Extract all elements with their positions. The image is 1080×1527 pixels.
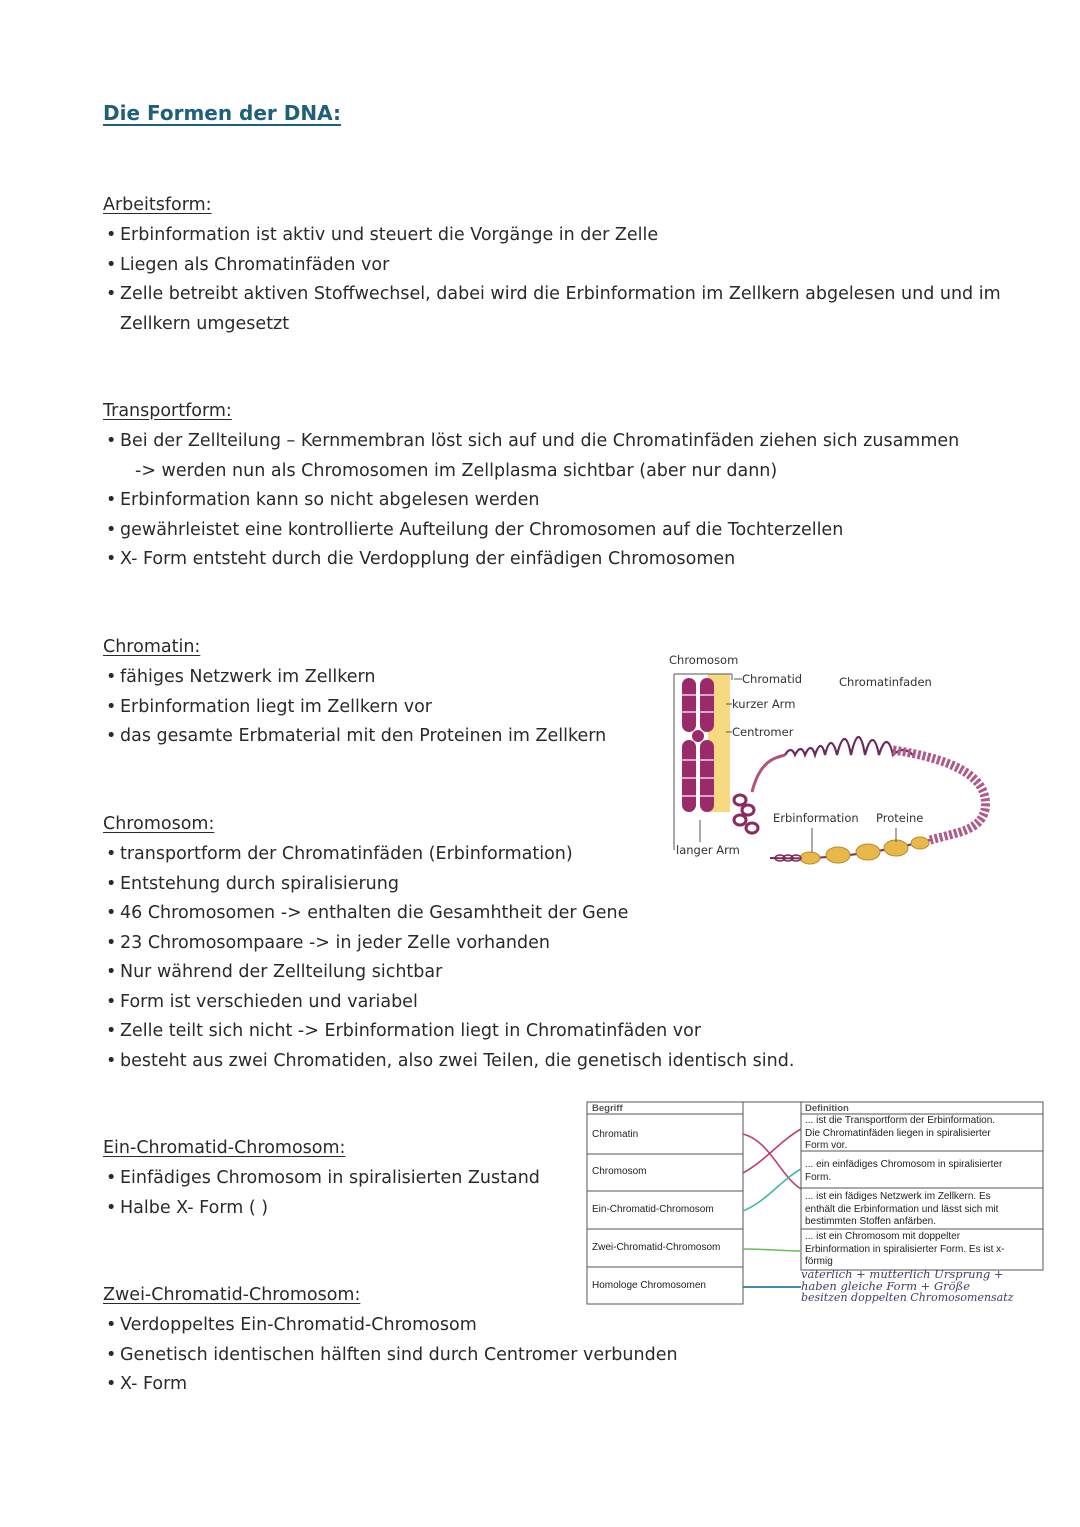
list-item: • Zelle betreibt aktiven Stoffwechsel, dabei wird die Erbinformation im Zellkern abgelesen und und im [103,280,1001,310]
list-item: • Genetisch identischen hälften sind durch Centromer verbunden [103,1341,678,1371]
list-item: • Bei der Zellteilung – Kernmembran löst sich auf und die Chromatinfäden ziehen sich zusammen [103,427,959,457]
list-item: • X- Form [103,1370,678,1400]
section-heading-chromosom: Chromosom: [103,814,215,834]
list-item: • 46 Chromosomen -> enthalten die Gesamhtheit der Gene [103,899,794,929]
section-heading-zwei-chromatid: Zwei-Chromatid-Chromosom: [103,1285,361,1305]
list-item: • Zelle teilt sich nicht -> Erbinformation liegt in Chromatinfäden vor [103,1017,794,1047]
list-item: • Halbe X- Form ( ) [103,1194,540,1224]
definition-line: Die Chromatinfäden liegen in spiralisierter [805,1127,991,1139]
list-item: • Erbinformation liegt im Zellkern vor [103,693,606,723]
list-item-continuation: -> werden nun als Chromosomen im Zellplasma sichtbar (aber nur dann) [135,460,778,481]
list-item: • Einfädiges Chromosom in spiralisierten Zustand [103,1164,540,1194]
list-item-continuation: Zellkern umgesetzt [120,313,290,334]
list-zwei-chromatid [103,1311,678,1400]
diagram-label-kurzer-arm: kurzer Arm [732,697,796,711]
definition-line: ... ist ein Chromosom mit doppelter [805,1231,961,1242]
matching-term: Homologe Chromosomen [592,1280,706,1291]
connector-line [743,1169,801,1211]
definition-line: Form. [805,1171,832,1183]
list-chromosom [103,840,794,1076]
list-item: • Nur während der Zellteilung sichtbar [103,958,794,988]
connector-line [743,1129,801,1173]
diagram-label-centromer: Centromer [732,725,794,739]
diagram-label-langer-arm: langer Arm [676,843,740,857]
definition-line: förmig [805,1256,833,1267]
section-heading-chromatin: Chromatin: [103,637,201,657]
diagram-label-chromatinfaden: Chromatinfaden [839,675,932,689]
matching-term: Chromosom [592,1166,647,1177]
page-title: Die Formen der DNA: [103,101,341,125]
matching-definition [805,1191,998,1229]
connector-line [743,1249,801,1251]
definition-line: ... ist ein fädiges Netzwerk im Zellkern. Es [805,1191,991,1202]
list-item: • Form ist verschieden und variabel [103,988,794,1018]
list-chromatin [103,663,606,752]
matching-definition [805,1231,1005,1269]
definition-line: enthält die Erbinformation und lässt sich mit [805,1203,999,1215]
list-transportform [103,427,959,575]
matching-term: Zwei-Chromatid-Chromosom [592,1242,721,1253]
matching-table [585,1101,1045,1306]
list-item: • Erbinformation kann so nicht abgelesen werden [103,486,959,516]
handwritten-note: besitzen doppelten Chromosomensatz [801,1291,1014,1304]
list-item: • fähiges Netzwerk im Zellkern [103,663,606,693]
list-item: • besteht aus zwei Chromatiden, also zwei Teilen, die genetisch identisch sind. [103,1047,794,1077]
diagram-label-chromatid: Chromatid [742,672,803,686]
list-arbeitsform [103,221,1001,339]
matching-table-header-definition: Definition [805,1103,849,1114]
handwritten-note: haben gleiche Form + Größe [801,1279,971,1293]
definition-line: ... ein einfädiges Chromosom in spiralisierter [805,1159,1003,1170]
matching-table-header-term: Begriff [592,1103,623,1114]
list-item: • gewährleistet eine kontrollierte Aufteilung der Chromosomen auf die Tochterzellen [103,516,959,546]
section-heading-arbeitsform: Arbeitsform: [103,195,212,215]
list-item: • transportform der Chromatinfäden (Erbinformation) [103,840,794,870]
list-item: • X- Form entsteht durch die Verdopplung der einfädigen Chromosomen [103,545,959,575]
handwritten-note: väterlich + mütterlich Ursprung + [801,1267,1004,1281]
list-item: • Erbinformation ist aktiv und steuert die Vorgänge in der Zelle [103,221,1001,251]
section-heading-ein-chromatid: Ein-Chromatid-Chromosom: [103,1138,346,1158]
list-item: • Entstehung durch spiralisierung [103,870,794,900]
matching-definition [805,1115,995,1153]
connector-line [743,1134,801,1189]
matching-term: Ein-Chromatid-Chromosom [592,1204,714,1215]
diagram-label-proteine: Proteine [876,811,924,825]
diagram-label-erbinformation: Erbinformation [773,811,859,825]
list-item: • Verdoppeltes Ein-Chromatid-Chromosom [103,1311,678,1341]
list-item: • 23 Chromosompaare -> in jeder Zelle vorhanden [103,929,794,959]
definition-line: Erbinformation in spiralisierter Form. Es ist x- [805,1243,1005,1255]
section-heading-transportform: Transportform: [103,401,232,421]
list-item: • das gesamte Erbmaterial mit den Proteinen im Zellkern [103,722,606,752]
list-ein-chromatid [103,1164,540,1223]
diagram-label-chromosom: Chromosom [669,653,739,667]
definition-line: Form vor. [805,1140,848,1151]
matching-definition [805,1159,1002,1184]
definition-line: bestimmten Stoffen anfärben. [805,1216,937,1227]
definition-line: ... ist die Transportform der Erbinformation. [805,1115,996,1126]
matching-term: Chromatin [592,1129,639,1140]
list-item: • Liegen als Chromatinfäden vor [103,251,1001,281]
